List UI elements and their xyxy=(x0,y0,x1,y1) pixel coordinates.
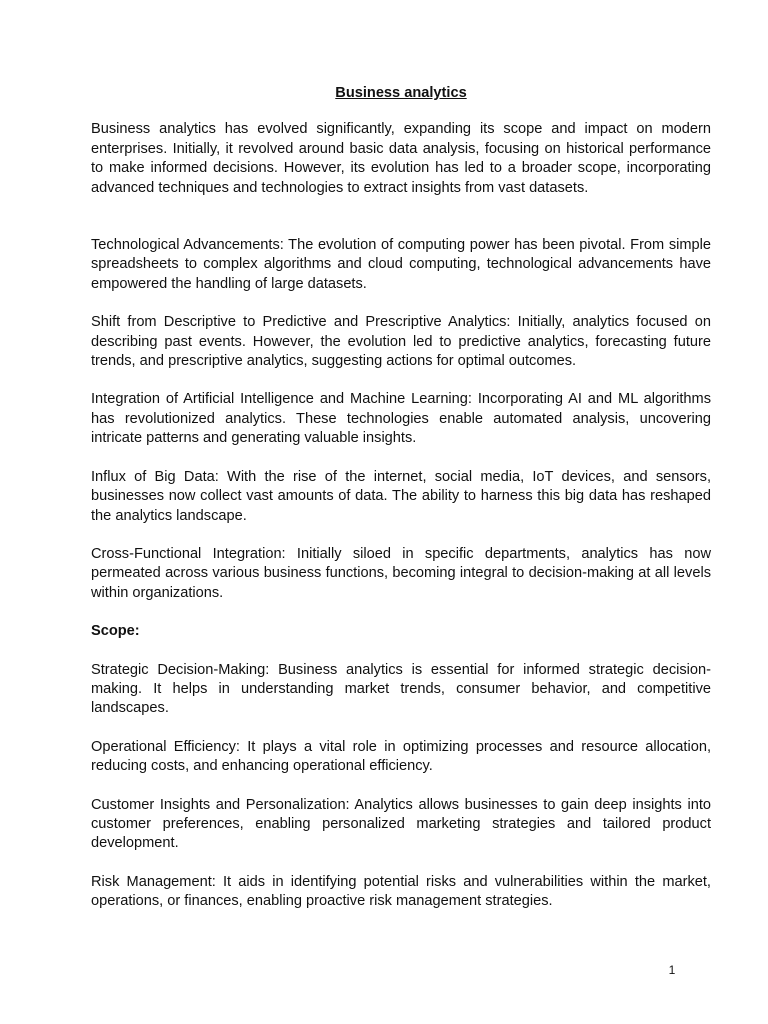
evolution-paragraph-cross-functional: Cross-Functional Integration: Initially siloed in specific departments, analytics has now permeated across various business functions, becoming integral to decision-making at all levels within organizations. xyxy=(91,545,711,601)
evolution-paragraph-technological: Technological Advancements: The evolution of computing power has been pivotal. From simple spreadsheets to complex algorithms and cloud computing, technological advancements have empowered the handling of large datasets. xyxy=(91,237,711,292)
evolution-paragraph-ai-ml: Integration of Artificial Intelligence and Machine Learning: Incorporating AI and ML algorithms has revolutionized analytics. These technologies enable automated analysis, uncovering intricate patterns and generating valuable insights. xyxy=(91,391,711,447)
scope-paragraph-risk: Risk Management: It aids in identifying potential risks and vulnerabilities within the market, operations, or finances, enabling proactive risk management strategies. xyxy=(91,873,711,910)
evolution-paragraph-big-data: Influx of Big Data: With the rise of the internet, social media, IoT devices, and sensors, businesses now collect vast amounts of data. The ability to harness this big data has reshaped the analytics landscape. xyxy=(91,468,711,524)
scope-heading: Scope: xyxy=(91,623,140,640)
intro-paragraph: Business analytics has evolved significantly, expanding its scope and impact on modern enterprises. Initially, it revolved around basic data analysis, focusing on historical performance to make informed decisions. However, its evolution has led to a broader scope, incorporating advanced techniques and technologies to extract insights from vast datasets. xyxy=(91,121,711,196)
scope-paragraph-operational: Operational Efficiency: It plays a vital role in optimizing processes and resource allocation, reducing costs, and enhancing operational efficiency. xyxy=(91,738,711,775)
page-number: 1 xyxy=(668,963,676,977)
document-body xyxy=(91,84,711,931)
scope-paragraph-customer: Customer Insights and Personalization: Analytics allows businesses to gain deep insights into customer preferences, enabling personalized marketing strategies and tailored product development. xyxy=(91,796,711,852)
document-title: Business analytics xyxy=(335,85,467,101)
evolution-paragraph-predictive: Shift from Descriptive to Predictive and Prescriptive Analytics: Initially, analytics focused on describing past events. However, the evolution led to predictive analytics, forecasting future trends, and prescriptive analytics, suggesting actions for optimal outcomes. xyxy=(91,314,711,370)
scope-paragraph-strategic: Strategic Decision-Making: Business analytics is essential for informed strategic decision-making. It helps in understanding market trends, consumer behavior, and competitive landscapes. xyxy=(91,661,711,717)
